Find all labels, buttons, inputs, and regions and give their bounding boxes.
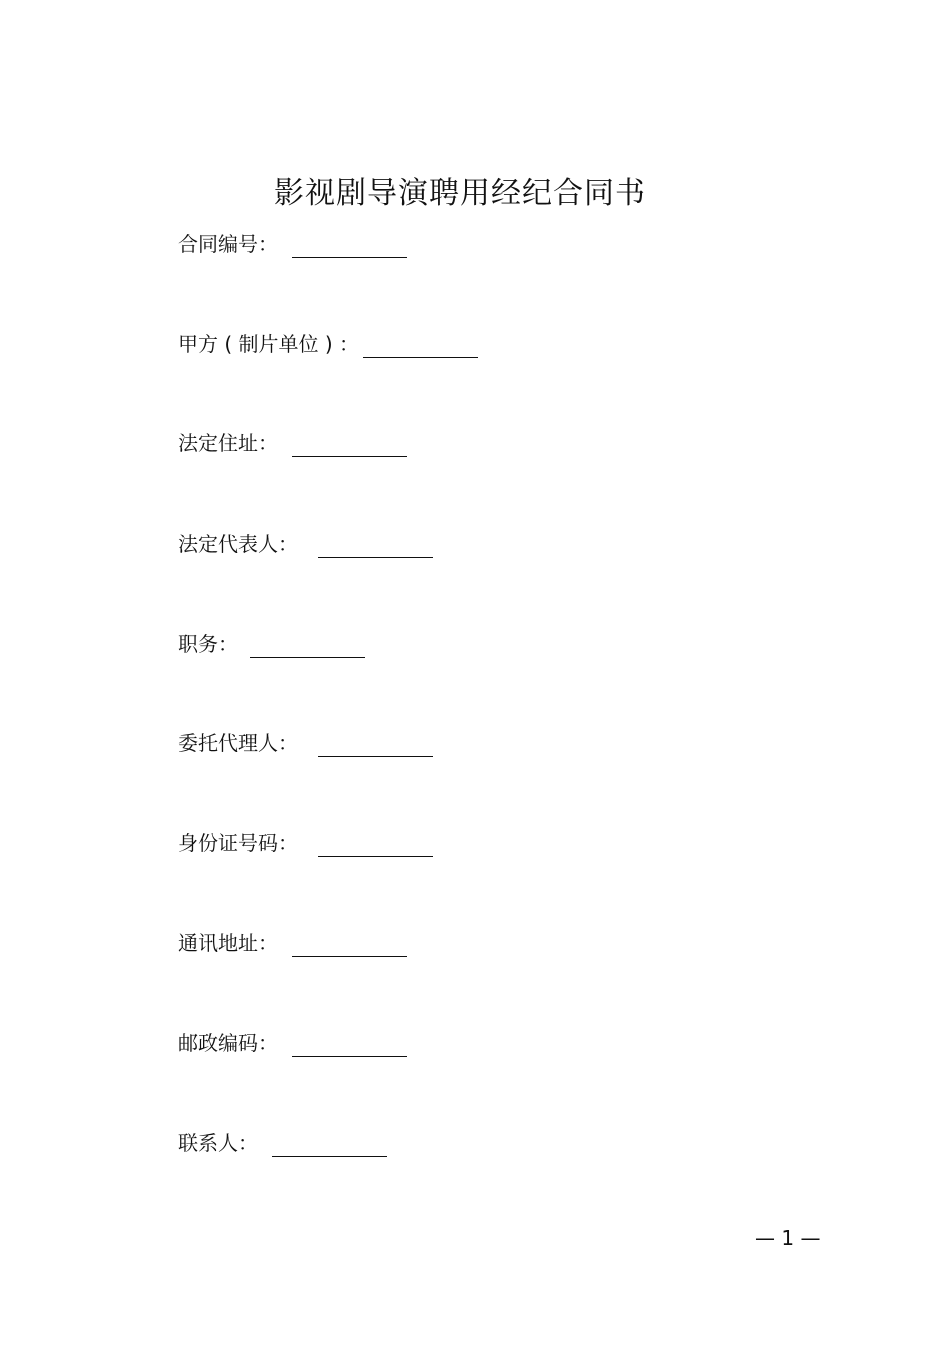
field-label: 职务： [178, 632, 238, 656]
blank-line [292, 1034, 407, 1057]
blank-line [292, 934, 407, 957]
blank-line [363, 335, 478, 358]
blank-line [318, 535, 433, 558]
field-mailing-address [178, 929, 407, 957]
field-label: 合同编号： [178, 232, 278, 256]
field-label: 甲方 ( 制片单位 ) ： [178, 332, 360, 356]
field-label: 委托代理人： [178, 731, 298, 755]
field-id-number [178, 829, 433, 857]
document-title: 影视剧导演聘用经纪合同书 [274, 176, 646, 211]
field-party-a [178, 330, 478, 358]
field-contract-number [178, 230, 407, 258]
field-label: 邮政编码： [178, 1031, 278, 1055]
field-postal-code [178, 1029, 407, 1057]
field-position [178, 630, 365, 658]
field-label: 身份证号码： [178, 831, 298, 855]
blank-line [292, 235, 407, 258]
blank-line [250, 635, 365, 658]
field-contact-person [178, 1129, 387, 1157]
field-authorized-agent [178, 729, 433, 757]
blank-line [272, 1134, 387, 1157]
blank-line [318, 734, 433, 757]
field-label: 法定代表人： [178, 532, 298, 556]
field-legal-representative [178, 530, 433, 558]
blank-line [292, 434, 407, 457]
field-legal-address [178, 429, 407, 457]
page-number: — 1 — [755, 1226, 821, 1250]
field-label: 联系人： [178, 1131, 258, 1155]
blank-line [318, 834, 433, 857]
field-label: 法定住址： [178, 431, 278, 455]
field-label: 通讯地址： [178, 931, 278, 955]
